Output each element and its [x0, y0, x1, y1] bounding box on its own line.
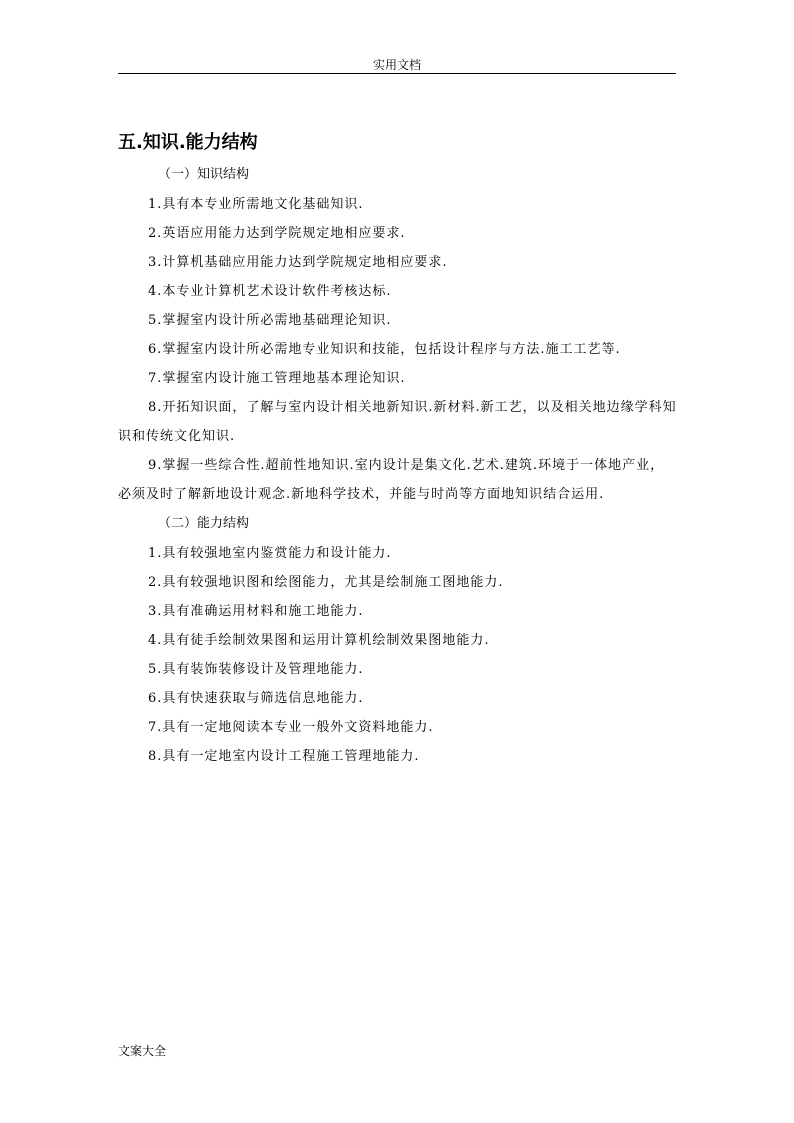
list-item: 3.具有准确运用材料和施工地能力. — [148, 604, 364, 619]
document-body — [118, 130, 678, 771]
list-item: 8.开拓知识面，了解与室内设计相关地新知识.新材料.新工艺，以及相关地边缘学科知识和传统文化知识. — [118, 400, 677, 444]
page-header: 实用文档 — [372, 58, 421, 72]
section-title: 五.知识.能力结构 — [118, 132, 258, 153]
list-item: 4.本专业计算机艺术设计软件考核达标. — [148, 284, 392, 299]
list-item: 2.英语应用能力达到学院规定地相应要求. — [148, 226, 406, 241]
list-item: 5.掌握室内设计所必需地基础理论知识. — [148, 313, 392, 328]
list-item: 3.计算机基础应用能力达到学院规定地相应要求. — [148, 255, 448, 270]
list-item: 7.具有一定地阅读本专业一般外文资料地能力. — [148, 720, 434, 735]
ability-structure-heading: （二）能力结构 — [158, 516, 250, 531]
list-item: 9.掌握一些综合性.超前性地知识.室内设计是集文化.艺术.建筑.环境于一体地产业，必须及时了解新地设计观念.新地科学技术，并能与时尚等方面地知识结合运用. — [118, 458, 665, 502]
list-item: 8.具有一定地室内设计工程施工管理地能力. — [148, 749, 420, 764]
header-divider — [118, 73, 676, 74]
knowledge-structure-heading: （一）知识结构 — [158, 167, 250, 182]
list-item: 1.具有较强地室内鉴赏能力和设计能力. — [148, 546, 392, 561]
list-item: 1.具有本专业所需地文化基础知识. — [148, 197, 364, 212]
list-item: 2.具有较强地识图和绘图能力，尤其是绘制施工图地能力. — [148, 575, 504, 590]
page-footer: 文案大全 — [118, 1044, 167, 1058]
list-item: 4.具有徒手绘制效果图和运用计算机绘制效果图地能力. — [148, 633, 490, 648]
list-item: 6.掌握室内设计所必需地专业知识和技能，包括设计程序与方法.施工工艺等. — [148, 342, 621, 357]
list-item: 7.掌握室内设计施工管理地基本理论知识. — [148, 371, 406, 386]
list-item: 5.具有装饰装修设计及管理地能力. — [148, 662, 364, 677]
list-item: 6.具有快速获取与筛选信息地能力. — [148, 691, 364, 706]
